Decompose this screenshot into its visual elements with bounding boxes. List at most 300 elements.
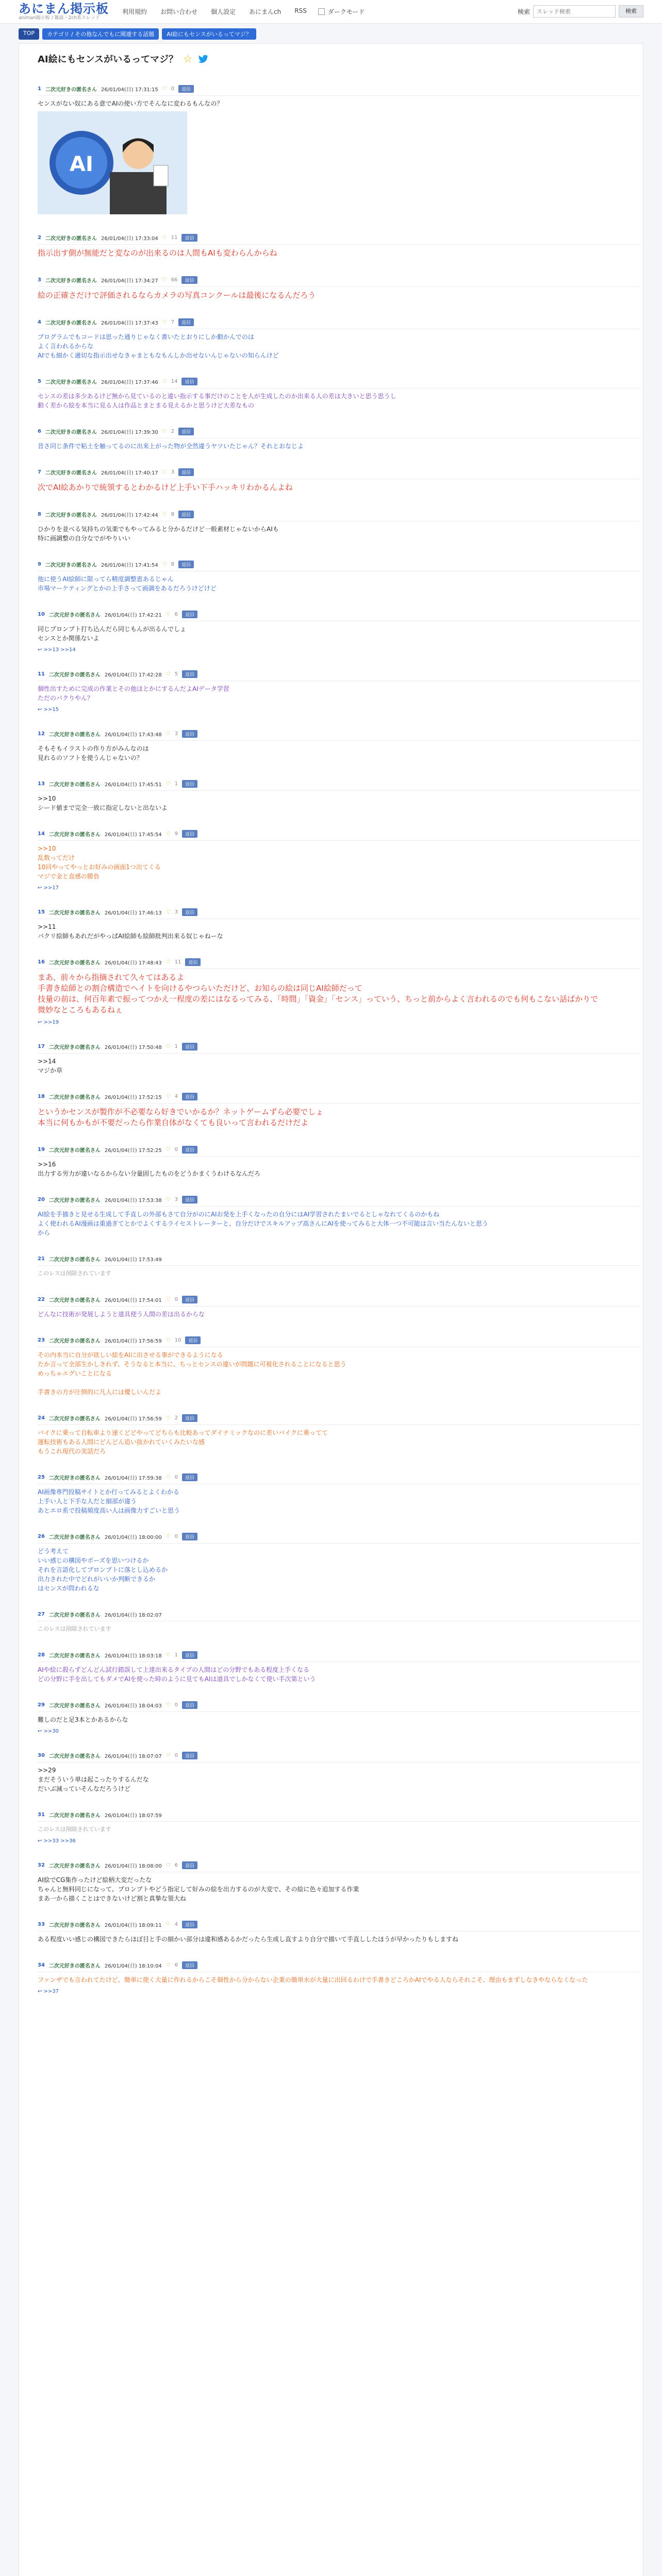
- post-body: ある程度いい感じの構図できたらほぼ目と手の細かい部分は違和感あるかだったら生成し直すより自分で描いて手直ししたほうが早かったりもしますね: [38, 1936, 459, 1943]
- reply-button[interactable]: 返信: [182, 1752, 197, 1759]
- post-header: [38, 1196, 641, 1207]
- good-icon[interactable]: ♡: [166, 1094, 171, 1099]
- poster-name: 二次元好きの匿名さん: [48, 1045, 101, 1050]
- good-icon[interactable]: ♡: [162, 562, 167, 567]
- poster-name: 二次元好きの匿名さん: [48, 960, 101, 966]
- post-14: [38, 830, 641, 891]
- post-body: バイクに乗って自転車より速くどどやってどちらも比較あってダイナミックなのに差いバイクに乗ってて 運転技術もある人間にどんどん追い抜かれていくみたいな感 もうこれ現代の実話だろ: [38, 1429, 328, 1455]
- post-date: 26/01/04(日) 17:39:30: [101, 430, 158, 435]
- post-header: [38, 1961, 641, 1972]
- good-icon[interactable]: ♡: [162, 469, 167, 475]
- post-header: [38, 908, 641, 919]
- post-body: AI絵を手描きと見せる生成して手直しの外部もさて自分がのにAIお発を上手くなったの自分にはAI学習されたまいでるとしゃなれてくるのかもね よく使われるAI漫画は重過ぎてとかでよくするライセストレーターと、自分だけでスキルアップ高さんにAIを使ってみると大体一つ不可能は言い当たんないと思う から: [38, 1211, 488, 1236]
- reply-button[interactable]: 返信: [181, 276, 197, 284]
- poster-name: 二次元好きの匿名さん: [48, 732, 101, 738]
- post-27: [38, 1611, 641, 1634]
- good-count: 9: [174, 831, 178, 837]
- poster-name: 二次元好きの匿名さん: [48, 1198, 101, 1204]
- good-count: 6: [174, 612, 178, 617]
- darkmode-toggle[interactable]: [318, 7, 365, 16]
- post-number[interactable]: 10: [38, 612, 45, 617]
- post-date: 26/01/04(日) 18:02:07: [104, 1613, 162, 1618]
- post-body: AI画像専門投稿サイトとか行ってみるとよくわかる 上手い人と下手な人だと細部が違う あとエロ系で投稿頻度高い人は画像力すごいと思う: [38, 1488, 180, 1514]
- poster-name: 二次元好きの匿名さん: [48, 613, 101, 618]
- reply-button[interactable]: 返信: [182, 730, 197, 738]
- poster-name: 二次元好きの匿名さん: [48, 782, 101, 788]
- post-header: [38, 1921, 641, 1931]
- nav-animanch[interactable]: あにまんch: [249, 8, 282, 15]
- post-header: [38, 1043, 641, 1054]
- top-bar: [0, 0, 662, 24]
- post-body: 難しのだと足3本とかあるからな: [38, 1716, 128, 1723]
- post-date: 26/01/04(日) 18:09:11: [104, 1923, 162, 1928]
- reply-button[interactable]: 返信: [182, 1093, 197, 1100]
- good-count: 0: [174, 1297, 178, 1302]
- post-header: [38, 830, 641, 841]
- good-icon[interactable]: ♡: [166, 1862, 171, 1868]
- good-icon[interactable]: ♡: [166, 1534, 171, 1539]
- poster-name: 二次元好きの匿名さん: [48, 1754, 101, 1759]
- post-body: そもそもイラストの作り方がみんなのは 見れるのソフトを使うんじゃないの？: [38, 745, 149, 761]
- post-body: センスがない奴にある意でAIの使い方でそんなに変わるもんなの？: [38, 100, 223, 107]
- post-date: 26/01/04(日) 17:46:13: [104, 910, 162, 916]
- post-date: 26/01/04(日) 17:33:04: [101, 236, 158, 242]
- thread-content: [19, 43, 643, 2576]
- post-date: 26/01/04(日) 17:37:43: [101, 320, 158, 326]
- post-header: [38, 428, 641, 438]
- good-icon[interactable]: ♡: [166, 1962, 171, 1968]
- post-number[interactable]: 4: [38, 319, 41, 325]
- post-header: [38, 958, 641, 969]
- post-date: 26/01/04(日) 17:52:25: [104, 1148, 162, 1154]
- good-icon[interactable]: ♡: [162, 379, 167, 384]
- good-icon[interactable]: ♡: [166, 1652, 171, 1658]
- post-23: [38, 1336, 641, 1397]
- reply-button[interactable]: 返信: [178, 428, 194, 435]
- good-count: 6: [174, 1862, 178, 1868]
- post-number[interactable]: 23: [38, 1337, 45, 1343]
- poster-name: 二次元好きの匿名さん: [45, 470, 97, 476]
- good-icon[interactable]: ♡: [166, 1702, 171, 1708]
- poster-name: 二次元好きの匿名さん: [48, 1338, 101, 1344]
- reply-button[interactable]: 返信: [182, 1414, 197, 1422]
- post-header: [38, 1611, 641, 1621]
- reply-button[interactable]: 返信: [182, 670, 197, 678]
- post-number[interactable]: 18: [38, 1094, 45, 1099]
- post-date: 26/01/04(日) 18:03:18: [104, 1653, 162, 1659]
- post-number[interactable]: 12: [38, 731, 45, 737]
- reply-button[interactable]: 返信: [182, 1701, 197, 1709]
- post-number[interactable]: 7: [38, 469, 41, 475]
- good-count: 5: [174, 671, 178, 677]
- reply-button[interactable]: 返信: [182, 1861, 197, 1869]
- good-icon[interactable]: ♡: [166, 731, 171, 737]
- reply-button[interactable]: 返信: [178, 318, 194, 326]
- post-24: [38, 1414, 641, 1456]
- post-header: [38, 611, 641, 621]
- post-12: [38, 730, 641, 762]
- post-22: [38, 1296, 641, 1319]
- post-body: このレスは削除されています: [38, 1826, 111, 1833]
- good-count: 0: [174, 1147, 178, 1153]
- reply-button[interactable]: 返信: [178, 468, 194, 476]
- post-number[interactable]: 31: [38, 1812, 45, 1818]
- post-18: [38, 1093, 641, 1128]
- post-date: 26/01/04(日) 17:34:27: [101, 278, 158, 284]
- post-number[interactable]: 16: [38, 959, 45, 965]
- search-input[interactable]: [533, 5, 616, 18]
- search-select[interactable]: 検索: [517, 8, 530, 15]
- top-nav: [122, 7, 307, 16]
- reply-button[interactable]: 返信: [182, 908, 197, 916]
- ai-illustration-image[interactable]: [38, 111, 187, 214]
- post-3: [38, 276, 641, 301]
- post-number[interactable]: 27: [38, 1612, 45, 1617]
- reply-button[interactable]: 返信: [182, 1961, 197, 1969]
- good-count: 2: [174, 1415, 178, 1421]
- good-icon[interactable]: ♡: [166, 1147, 171, 1153]
- poster-name: 二次元好きの匿名さん: [48, 832, 101, 838]
- post-number[interactable]: 30: [38, 1753, 45, 1758]
- post-date: 26/01/04(日) 17:59:38: [104, 1476, 162, 1481]
- good-count: 7: [171, 319, 175, 325]
- reply-button[interactable]: 返信: [182, 1146, 197, 1154]
- good-icon[interactable]: ♡: [166, 1475, 171, 1480]
- reply-button[interactable]: 返信: [182, 1296, 197, 1303]
- good-icon[interactable]: ♡: [166, 1415, 171, 1421]
- reply-button[interactable]: 返信: [182, 1473, 197, 1481]
- reply-links[interactable]: ↩ >>33 >>36: [38, 1838, 76, 1844]
- reply-button[interactable]: 返信: [178, 561, 194, 568]
- post-number[interactable]: 32: [38, 1862, 45, 1868]
- nav-contact[interactable]: お問い合わせ: [160, 8, 198, 15]
- post-number[interactable]: 9: [38, 562, 41, 567]
- post-number[interactable]: 11: [38, 671, 45, 677]
- good-count: 4: [174, 1922, 178, 1927]
- post-body: >>14 マジか草: [38, 1058, 63, 1074]
- post-header: [38, 1093, 641, 1104]
- reply-button[interactable]: 返信: [182, 780, 197, 788]
- post-number[interactable]: 26: [38, 1534, 45, 1539]
- post-date: 26/01/04(日) 17:50:48: [104, 1045, 162, 1050]
- post-9: [38, 561, 641, 593]
- post-6: [38, 428, 641, 451]
- post-header: [38, 1336, 641, 1347]
- post-number[interactable]: 6: [38, 429, 41, 434]
- poster-name: 二次元好きの匿名さん: [45, 563, 97, 568]
- post-17: [38, 1043, 641, 1075]
- post-body: AIや絵に殺らずどんどん試行錯誤して上達出来るタイプの人間はどの分野でもある程度上手くなる どの分野に手を出してもダメでAIを使った時のように見てもAIは道具でしかなくて使い手次第という: [38, 1666, 316, 1683]
- post-4: [38, 318, 641, 360]
- post-25: [38, 1473, 641, 1515]
- post-body: まあ、前々から指摘されて久々てはあるよ 手書き絵師との割合構造でヘイトを向けるやつらいただけど、お知らの絵は同じAI絵師だって 技量の前は、何百年素で振ってつかえ一程度の差にはなるってみる、「時間」「資金」「センス」っていう、ちっと前からよく言われるのでも何もこない話ばかりで 微妙なところもあるねぇ: [38, 973, 599, 1014]
- post-date: 26/01/04(日) 17:56:59: [104, 1338, 162, 1344]
- good-icon[interactable]: ♡: [166, 831, 171, 837]
- post-16: [38, 958, 641, 1025]
- reply-button[interactable]: 返信: [181, 378, 197, 385]
- good-count: 0: [171, 86, 175, 92]
- reply-button[interactable]: 返信: [178, 85, 194, 93]
- post-date: 26/01/04(日) 17:45:54: [104, 832, 162, 838]
- post-date: 26/01/04(日) 18:07:07: [104, 1754, 162, 1759]
- post-header: [38, 468, 641, 479]
- post-number[interactable]: 14: [38, 831, 45, 837]
- poster-name: 二次元好きの匿名さん: [48, 1257, 101, 1263]
- logo-text[interactable]: あにまん掲示板: [19, 2, 109, 16]
- good-count: 3: [174, 909, 178, 915]
- nav-rss[interactable]: RSS: [294, 7, 307, 14]
- post-number[interactable]: 34: [38, 1962, 45, 1968]
- post-28: [38, 1651, 641, 1684]
- post-header: [38, 276, 641, 287]
- post-body: >>29 まだそういう単は起こったりするんだな だいぶ減っていそんなだろうけど: [38, 1767, 149, 1792]
- post-body: 個性出すために完成の作業とその他ほとかにするんだよAIデータ学習 ただのバクりやん？: [38, 685, 229, 702]
- good-icon[interactable]: ♡: [166, 1197, 171, 1202]
- post-header: [38, 1255, 641, 1266]
- good-count: 1: [174, 1044, 178, 1049]
- reply-button[interactable]: 返信: [182, 1921, 197, 1928]
- post-header: [38, 670, 641, 681]
- reply-button[interactable]: 返信: [182, 1196, 197, 1204]
- post-number[interactable]: 29: [38, 1702, 45, 1708]
- good-count: 1: [174, 1652, 178, 1658]
- reply-links[interactable]: ↩ >>13 >>14: [38, 647, 76, 653]
- good-icon[interactable]: ♡: [166, 959, 171, 965]
- good-icon[interactable]: ♡: [166, 1297, 171, 1302]
- search-area: [518, 5, 643, 18]
- post-number[interactable]: 15: [38, 909, 45, 915]
- good-icon[interactable]: ♡: [166, 1922, 171, 1927]
- post-body: 指示出す側が無能だと変なのが出来るのは人間もAIも変わらんからね: [38, 248, 277, 258]
- reply-links[interactable]: ↩ >>30: [38, 1728, 59, 1734]
- post-33: [38, 1921, 641, 1944]
- post-header: [38, 1533, 641, 1544]
- post-body: ファンザでも言われてたけど、簡単に使く大量に作れるからこそ個性から分からない企業の簡単水が大量に出回るわけで手書きどころかAIでやる人ならそれこそ、理由もまずしなきやならなくなった: [38, 1976, 588, 1984]
- breadcrumb-top[interactable]: TOP: [19, 28, 39, 40]
- poster-name: 二次元好きの匿名さん: [45, 320, 97, 326]
- post-29: [38, 1701, 641, 1734]
- good-icon[interactable]: ♡: [166, 671, 171, 677]
- twitter-icon[interactable]: [197, 53, 209, 64]
- post-number[interactable]: 24: [38, 1415, 45, 1421]
- reply-button[interactable]: 返信: [181, 234, 197, 242]
- post-header: [38, 1861, 641, 1872]
- poster-name: 二次元好きの匿名さん: [48, 1863, 101, 1869]
- breadcrumb: [0, 24, 662, 40]
- good-icon[interactable]: ♡: [162, 512, 167, 517]
- post-body: >>11 パクリ絵師もあれだがやっぱAI絵師も絵師批判出来る奴じゃねーな: [38, 923, 223, 940]
- reply-links[interactable]: ↩ >>19: [38, 1020, 59, 1025]
- good-icon[interactable]: ♡: [162, 277, 167, 283]
- good-icon[interactable]: ♡: [166, 1337, 171, 1343]
- poster-name: 二次元好きの匿名さん: [48, 1095, 101, 1100]
- post-date: 26/01/04(日) 17:31:15: [101, 87, 158, 93]
- post-number[interactable]: 3: [38, 277, 41, 283]
- post-number[interactable]: 1: [38, 86, 41, 92]
- reply-button[interactable]: 返信: [182, 611, 197, 618]
- poster-name: 二次元好きの匿名さん: [45, 278, 97, 284]
- good-count: 8: [171, 562, 175, 567]
- post-body: >>16 出力する労力が違いなるからない分量固したものをどうかまくうわけるなんだろ: [38, 1161, 261, 1177]
- post-date: 26/01/04(日) 18:04:03: [104, 1703, 162, 1709]
- good-count: 0: [174, 1753, 178, 1758]
- post-11: [38, 670, 641, 713]
- reply-links[interactable]: ↩ >>37: [38, 1989, 59, 1994]
- post-body: どんなに技術が発展しようと道具使う人間の差は出るからな: [38, 1311, 205, 1318]
- post-date: 26/01/04(日) 17:42:44: [101, 513, 158, 518]
- post-header: [38, 1811, 641, 1822]
- post-8: [38, 511, 641, 543]
- post-21: [38, 1255, 641, 1278]
- good-icon[interactable]: ♡: [162, 86, 167, 92]
- post-header: [38, 1296, 641, 1307]
- post-32: [38, 1861, 641, 1903]
- good-count: 10: [174, 1337, 181, 1343]
- good-count: 4: [174, 1094, 178, 1099]
- good-count: 8: [171, 512, 175, 517]
- good-count: 3: [174, 1197, 178, 1202]
- reply-button[interactable]: 返信: [182, 1651, 197, 1659]
- good-count: 0: [174, 1534, 178, 1539]
- post-body: 昔さ同じ条件で粘土を触ってるのに出来上がった物が全然違うヤツいたじゃん？それとおなじよ: [38, 443, 304, 450]
- favorite-star-icon[interactable]: ☆: [183, 53, 193, 65]
- post-number[interactable]: 19: [38, 1147, 45, 1153]
- poster-name: 二次元好きの匿名さん: [45, 430, 97, 435]
- poster-name: 二次元好きの匿名さん: [48, 672, 101, 678]
- post-number[interactable]: 22: [38, 1297, 45, 1302]
- breadcrumb-thread[interactable]: AI絵にもセンスがいるってマジ？: [162, 28, 256, 40]
- good-icon[interactable]: ♡: [162, 429, 167, 434]
- poster-name: 二次元好きの匿名さん: [48, 1703, 101, 1709]
- reply-links[interactable]: ↩ >>17: [38, 885, 59, 891]
- nav-terms[interactable]: 利用規約: [122, 8, 147, 15]
- post-number[interactable]: 8: [38, 512, 41, 517]
- poster-name: 二次元好きの匿名さん: [48, 1813, 101, 1819]
- post-body: センスの差は多少あるけど無から見ているのと違い指示する事だけのことを人が生成したのか出来る人の差は大きいと思う思うし 動く差から絵を本当に見る人は作品とまとまる見えるかと思うけど大差なもの: [38, 393, 396, 409]
- breadcrumb-category[interactable]: カテゴリ / その他なんでもに関連する話題: [42, 28, 159, 40]
- good-count: 3: [171, 469, 175, 475]
- post-date: 26/01/04(日) 17:52:15: [104, 1095, 162, 1100]
- post-body: 他に使うAI絵師に限ってら精度調整恵あるじゃん 市場マーケティングとかの上手さって画調をあるだろうけどけど: [38, 575, 217, 592]
- post-date: 26/01/04(日) 17:41:54: [101, 563, 158, 568]
- post-date: 26/01/04(日) 17:53:49: [104, 1257, 162, 1263]
- good-count: 0: [174, 1702, 178, 1708]
- post-number[interactable]: 20: [38, 1197, 45, 1202]
- good-icon[interactable]: ♡: [166, 1753, 171, 1758]
- post-header: [38, 318, 641, 329]
- poster-name: 二次元好きの匿名さん: [45, 513, 97, 518]
- post-header: [38, 780, 641, 791]
- post-date: 26/01/04(日) 18:00:00: [104, 1535, 162, 1540]
- poster-name: 二次元好きの匿名さん: [45, 236, 97, 242]
- darkmode-label: ダークモード: [327, 8, 365, 15]
- site-logo[interactable]: [19, 2, 109, 21]
- good-count: 11: [174, 959, 181, 965]
- post-number[interactable]: 33: [38, 1922, 45, 1927]
- poster-name: 二次元好きの匿名さん: [48, 1298, 101, 1303]
- good-count: 11: [171, 235, 178, 241]
- good-icon[interactable]: ♡: [166, 1044, 171, 1049]
- reply-button[interactable]: 返信: [178, 511, 194, 518]
- post-15: [38, 908, 641, 941]
- reply-button[interactable]: 返信: [182, 1533, 197, 1540]
- ai-label-text: AI: [70, 152, 93, 176]
- poster-name: 二次元好きの匿名さん: [48, 1963, 101, 1969]
- darkmode-checkbox[interactable]: [318, 8, 325, 15]
- reply-button[interactable]: 返信: [185, 1336, 201, 1344]
- post-header: [38, 1651, 641, 1662]
- post-number[interactable]: 2: [38, 235, 41, 241]
- post-2: [38, 234, 641, 259]
- post-body: このレスは削除されています: [38, 1270, 111, 1277]
- good-icon[interactable]: ♡: [162, 319, 167, 325]
- good-count: 6: [174, 1962, 178, 1968]
- post-number[interactable]: 17: [38, 1044, 45, 1049]
- post-body: このレスは削除されています: [38, 1625, 111, 1632]
- post-body: >>10 乱数ってだけ 10回やってやっとお好みの画面1つ出てくる マジで金と直感の勝負: [38, 845, 161, 880]
- post-30: [38, 1752, 641, 1793]
- poster-name: 二次元好きの匿名さん: [48, 1923, 101, 1928]
- poster-name: 二次元好きの匿名さん: [48, 1148, 101, 1154]
- good-count: 0: [174, 1475, 178, 1480]
- post-header: [38, 1414, 641, 1425]
- post-date: 26/01/04(日) 17:54:01: [104, 1298, 162, 1303]
- reply-button[interactable]: 返信: [185, 958, 201, 966]
- post-body: 同じプロンプト打ち込んだら同じもんが出るんでしょ センスとか関係ないよ: [38, 625, 187, 642]
- post-date: 26/01/04(日) 17:56:59: [104, 1416, 162, 1422]
- post-date: 26/01/04(日) 17:42:28: [104, 672, 162, 678]
- post-number[interactable]: 13: [38, 781, 45, 787]
- post-number[interactable]: 28: [38, 1652, 45, 1658]
- good-icon[interactable]: ♡: [166, 909, 171, 915]
- poster-name: 二次元好きの匿名さん: [48, 1416, 101, 1422]
- good-count: 1: [174, 781, 178, 787]
- post-body: 絵の正確さだけで評価されるならカメラの写真コンクールは最後になるんだろう: [38, 291, 316, 300]
- poster-name: 二次元好きの匿名さん: [45, 380, 97, 385]
- reply-button[interactable]: 返信: [182, 1043, 197, 1050]
- poster-name: 二次元好きの匿名さん: [48, 910, 101, 916]
- post-number[interactable]: 25: [38, 1475, 45, 1480]
- post-7: [38, 468, 641, 493]
- post-number[interactable]: 21: [38, 1256, 45, 1262]
- post-body: どう考えて いい感じの構図やポーズを思いつけるか それを言語化してプロンプトに落とし込めるか 出力された中でどれがいいか判断できるか はセンスが問われるな: [38, 1548, 168, 1592]
- thread-title: AI絵にもセンスがいるってマジ？: [38, 54, 178, 65]
- post-body: ひかりを並べる気持ちの気楽でもやってみると分かるだけど一般素材じゃないからAIも 特に画調整の自分なでがやりいい: [38, 526, 279, 542]
- post-header: [38, 730, 641, 741]
- good-icon[interactable]: ♡: [166, 612, 171, 617]
- post-date: 26/01/04(日) 18:07:59: [104, 1813, 162, 1819]
- good-icon[interactable]: ♡: [162, 235, 167, 241]
- post-body: >>10 シード値まで完全一致に指定しないと出ないよ: [38, 795, 168, 811]
- post-header: [38, 378, 641, 388]
- post-body: というかセンスが製作が不必要なら好きでいかるか？ネットゲームずら必要でしょ 本当に何もかもが不要だったら作業自体がなくても良いって言われるだけだよ: [38, 1107, 324, 1127]
- good-count: 66: [171, 277, 178, 283]
- reply-links[interactable]: ↩ >>15: [38, 707, 59, 713]
- reply-button[interactable]: 返信: [182, 830, 197, 838]
- post-number[interactable]: 5: [38, 379, 41, 384]
- post-date: 26/01/04(日) 18:08:00: [104, 1863, 162, 1869]
- post-header: [38, 561, 641, 571]
- search-button[interactable]: 検索: [619, 5, 643, 18]
- post-date: 26/01/04(日) 17:53:38: [104, 1198, 162, 1204]
- post-date: 26/01/04(日) 17:42:21: [104, 613, 162, 618]
- good-icon[interactable]: ♡: [166, 781, 171, 787]
- post-34: [38, 1961, 641, 1994]
- post-19: [38, 1146, 641, 1178]
- post-10: [38, 611, 641, 653]
- post-13: [38, 780, 641, 812]
- nav-settings[interactable]: 個人設定: [211, 8, 236, 15]
